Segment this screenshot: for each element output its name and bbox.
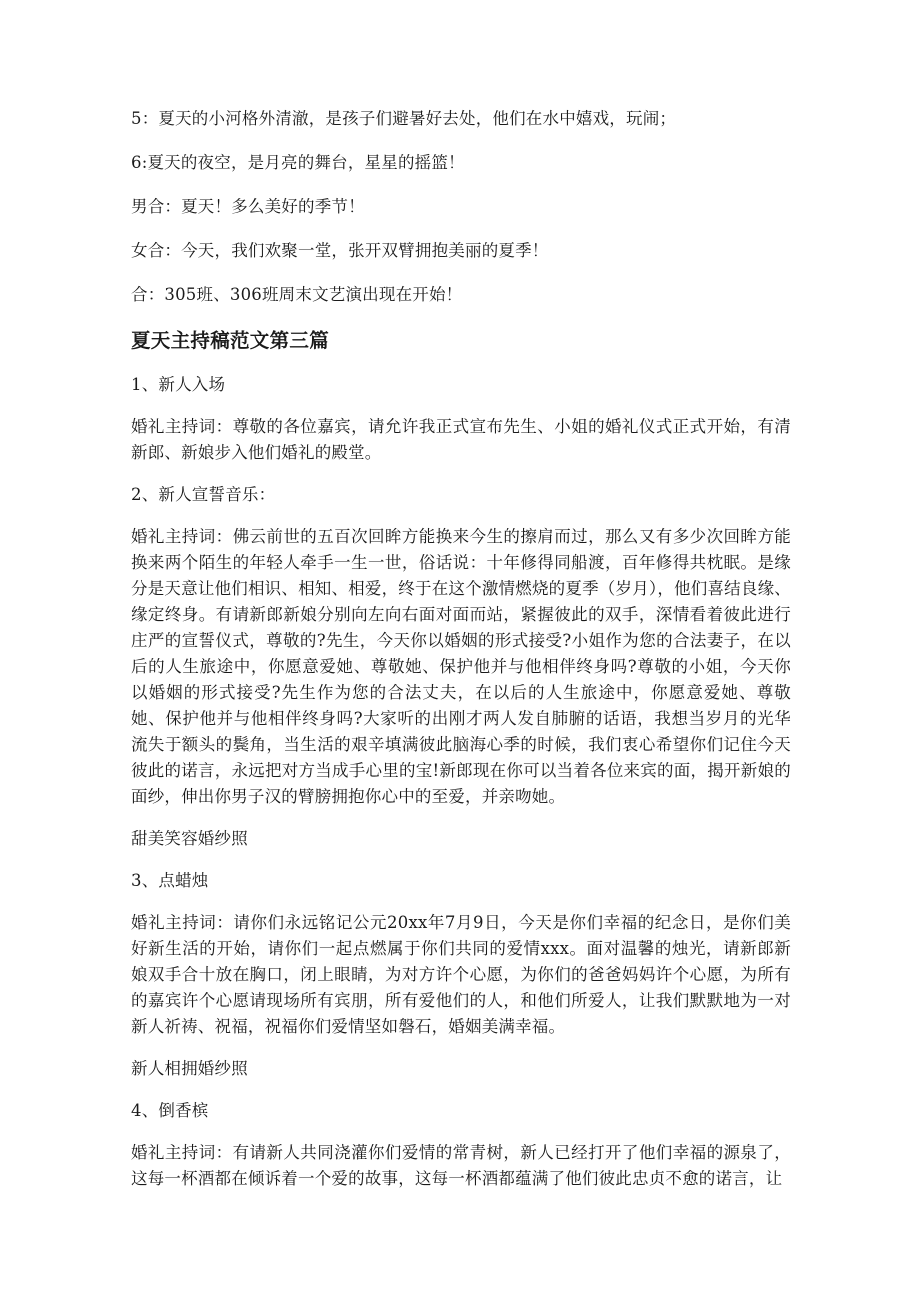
section-title: 夏天主持稿范文第三篇 [131, 329, 330, 352]
host-speech-candles: 婚礼主持词：请你们永远铭记公元20xx年7月9日，今天是你们幸福的纪念日，是你们美好新生活的开始，请你们一起点燃属于你们共同的爱情xxx。面对温馨的烛光，请新郎新娘双手合十放在胸口，闭上眼睛，为对方许个心愿，为你们的爸爸妈妈许个心愿，为所有的嘉宾许个心愿请现场所有宾朋，所有爱他们的人，和他们所爱人，让我们默默地为一对新人祈祷、祝福，祝福你们爱情坚如磐石，婚姻美满幸福。 [131, 913, 791, 1036]
step-champagne: 4、倒香槟 [131, 1101, 209, 1120]
paragraph-chorus: 合：305班、306班周末文艺演出现在开始！ [131, 285, 463, 304]
photo-caption-embrace: 新人相拥婚纱照 [131, 1059, 248, 1078]
photo-caption-smile: 甜美笑容婚纱照 [131, 829, 248, 848]
host-speech-entrance: 婚礼主持词：尊敬的各位嘉宾，请允许我正式宣布先生、小姐的婚礼仪式正式开始，有清新郎、新娘步入他们婚礼的殿堂。 [131, 417, 791, 462]
step-entrance: 1、新人入场 [131, 375, 226, 394]
host-speech-vows: 婚礼主持词：佛云前世的五百次回眸方能换来今生的擦肩而过，那么又有多少次回眸方能换来两个陌生的年轻人牵手一生一世，俗话说：十年修得同船渡，百年修得共枕眠。是缘分是天意让他们相识、相知、相爱，终于在这个激情燃烧的夏季（岁月），他们喜结良缘、缘定终身。有请新郎新娘分别向左向右面对面而站，紧握彼此的双手，深情看着彼此进行庄严的宣誓仪式，尊敬的?先生，今天你以婚姻的形式接受?小姐作为您的合法妻子，在以后的人生旅途中，你愿意爱她、尊敬她、保护他并与他相伴终身吗?尊敬的小姐，今天你以婚姻的形式接受?先生作为您的合法丈夫，在以后的人生旅途中，你愿意爱她、尊敬她、保护他并与他相伴终身吗?大家听的出刚才两人发自肺腑的话语，我想当岁月的光华流失于额头的鬓角，当生活的艰辛填满彼此脑海心季的时候，我们衷心希望你们记住今天彼此的诺言，永远把对方当成手心里的宝!新郎现在你可以当着各位来宾的面，揭开新娘的面纱，伸出你男子汉的臂膀拥抱你心中的至爱，并亲吻她。 [131, 527, 791, 806]
paragraph-female-chorus: 女合：今天，我们欢聚一堂，张开双臂拥抱美丽的夏季！ [131, 241, 549, 260]
step-candles: 3、点蜡烛 [131, 871, 209, 890]
paragraph-line-5: 5：夏天的小河格外清澈，是孩子们避暑好去处，他们在水中嬉戏，玩闹； [131, 109, 677, 128]
paragraph-line-6: 6:夏天的夜空，是月亮的舞台，星星的摇篮！ [131, 153, 465, 172]
host-speech-champagne: 婚礼主持词：有请新人共同浇灌你们爱情的常青树，新人已经打开了他们幸福的源泉了，这每一杯酒都在倾诉着一个爱的故事，这每一杯酒都蕴满了他们彼此忠贞不愈的诺言，让 [131, 1143, 791, 1188]
step-vows: 2、新人宣誓音乐： [131, 485, 276, 504]
paragraph-male-chorus: 男合：夏天！多么美好的季节！ [131, 197, 365, 216]
document-page [131, 106, 791, 1192]
